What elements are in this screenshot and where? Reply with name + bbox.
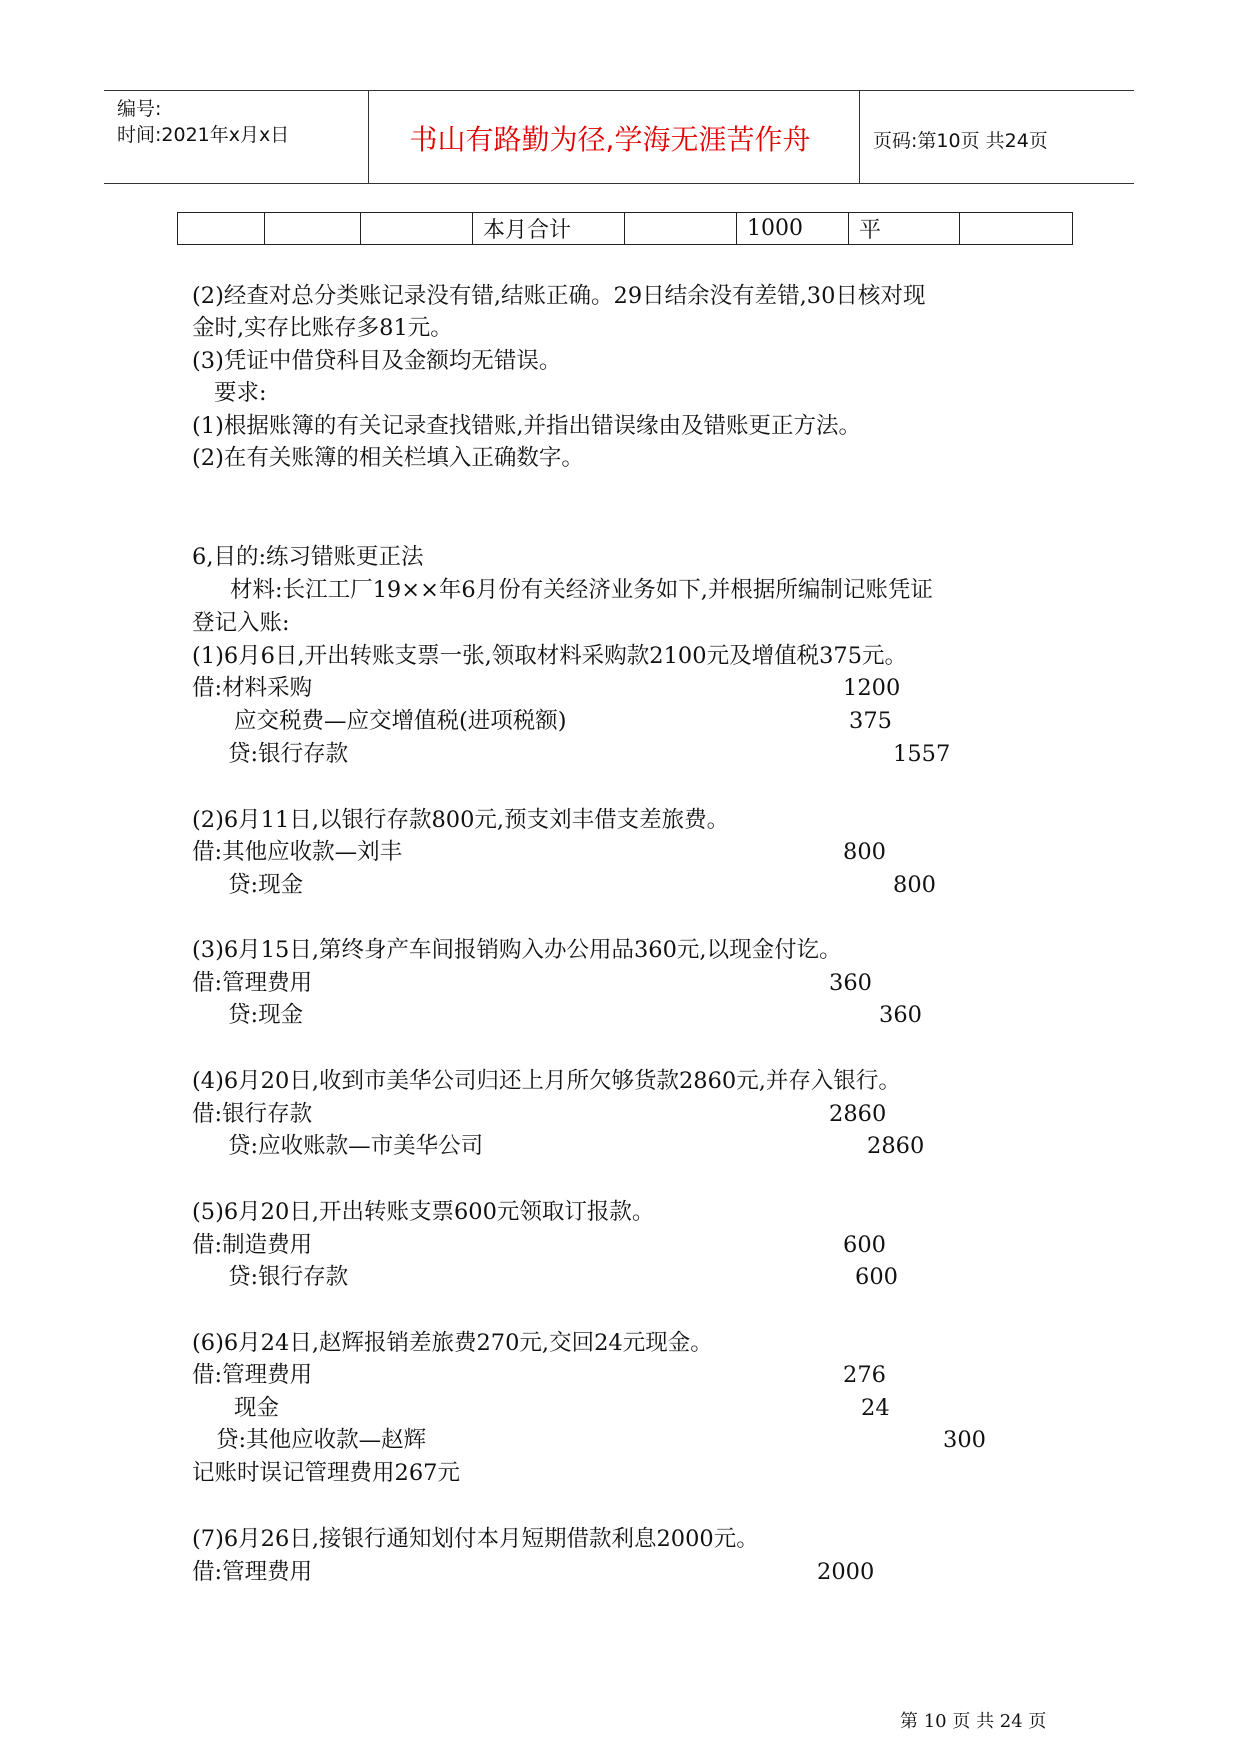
document-number-label: 编号: <box>117 98 162 120</box>
debit-account: 借:管理费用 <box>192 970 313 996</box>
text-line: 登记入账: <box>192 610 290 636</box>
page-footer: 第 10 页 共 24 页 <box>900 1711 1047 1732</box>
debit-account: 借:管理费用 <box>192 1362 313 1388</box>
credit-account: 贷:现金 <box>228 1002 304 1028</box>
transaction-description: (6)6月24日,赵辉报销差旅费270元,交回24元现金。 <box>192 1330 713 1356</box>
credit-amount: 2860 <box>867 1133 925 1159</box>
document-time-label: 时间:2021年x月x日 <box>117 124 290 146</box>
table-cell <box>960 213 1073 245</box>
credit-amount: 300 <box>943 1427 986 1453</box>
text-line: 材料:长江工厂19××年6月份有关经济业务如下,并根据所编制记账凭证 <box>230 577 933 603</box>
transaction-description: (1)6月6日,开出转账支票一张,领取材料采购款2100元及增值税375元。 <box>192 643 908 669</box>
credit-amount: 1557 <box>893 741 951 767</box>
header-motto: 书山有路勤为径,学海无涯苦作舟 <box>409 123 811 156</box>
credit-account: 贷:应收账款—市美华公司 <box>228 1133 484 1159</box>
debit-amount: 1200 <box>843 675 901 701</box>
table-cell <box>265 213 361 245</box>
credit-amount: 600 <box>855 1264 898 1290</box>
debit-amount: 800 <box>843 839 886 865</box>
section-heading: 6,目的:练习错账更正法 <box>192 544 424 570</box>
debit-amount: 375 <box>849 708 892 734</box>
credit-amount: 800 <box>893 872 936 898</box>
text-line: (2)在有关账簿的相关栏填入正确数字。 <box>192 445 584 471</box>
credit-account: 贷:其他应收款—赵辉 <box>216 1427 427 1453</box>
debit-amount: 600 <box>843 1232 886 1258</box>
transaction-description: (5)6月20日,开出转账支票600元领取订报款。 <box>192 1199 655 1225</box>
debit-account: 借:制造费用 <box>192 1232 313 1258</box>
transaction-description: (7)6月26日,接银行通知划付本月短期借款利息2000元。 <box>192 1526 759 1552</box>
debit-amount: 2860 <box>829 1101 887 1127</box>
text-line: 金时,实存比账存多81元。 <box>192 315 453 341</box>
text-line: (1)根据账簿的有关记录查找错账,并指出错误缘由及错账更正方法。 <box>192 413 862 439</box>
header-divider-right <box>859 91 860 183</box>
credit-account: 贷:现金 <box>228 872 304 898</box>
debit-account: 借:其他应收款—刘丰 <box>192 839 403 865</box>
transaction-description: (2)6月11日,以银行存款800元,预支刘丰借支差旅费。 <box>192 807 730 833</box>
header-divider-left <box>368 91 369 183</box>
table-cell-amount: 1000 <box>737 213 849 245</box>
credit-account: 贷:银行存款 <box>228 741 349 767</box>
debit-account: 借:银行存款 <box>192 1101 313 1127</box>
credit-amount: 360 <box>879 1002 922 1028</box>
transaction-description: (3)6月15日,第终身产车间报销购入办公用品360元,以现金付讫。 <box>192 937 842 963</box>
debit-amount: 360 <box>829 970 872 996</box>
table-row <box>178 213 1073 245</box>
debit-account: 借:材料采购 <box>192 675 313 701</box>
debit-amount: 24 <box>861 1395 890 1421</box>
page-info: 页码:第10页 共24页 <box>873 130 1048 152</box>
credit-account: 贷:银行存款 <box>228 1264 349 1290</box>
header-top-rule <box>104 90 1134 91</box>
debit-amount: 276 <box>843 1362 886 1388</box>
debit-account: 应交税费—应交增值税(进项税额) <box>234 708 567 734</box>
table-cell <box>625 213 737 245</box>
table-cell <box>178 213 265 245</box>
ledger-table <box>177 212 1073 245</box>
transaction-description: (4)6月20日,收到市美华公司归还上月所欠够货款2860元,并存入银行。 <box>192 1068 901 1094</box>
text-line: (3)凭证中借贷科目及金额均无错误。 <box>192 348 562 374</box>
header-bottom-rule <box>104 183 1134 184</box>
text-line: (2)经查对总分类账记录没有错,结账正确。29日结余没有差错,30日核对现 <box>192 283 926 309</box>
debit-account: 借:管理费用 <box>192 1559 313 1585</box>
note-line: 记账时误记管理费用267元 <box>192 1460 460 1486</box>
table-cell-direction: 平 <box>849 213 960 245</box>
debit-amount: 2000 <box>817 1559 875 1585</box>
debit-account: 现金 <box>234 1395 280 1421</box>
text-line: 要求: <box>214 380 267 406</box>
table-cell <box>361 213 473 245</box>
table-cell-summary-label: 本月合计 <box>473 213 625 245</box>
